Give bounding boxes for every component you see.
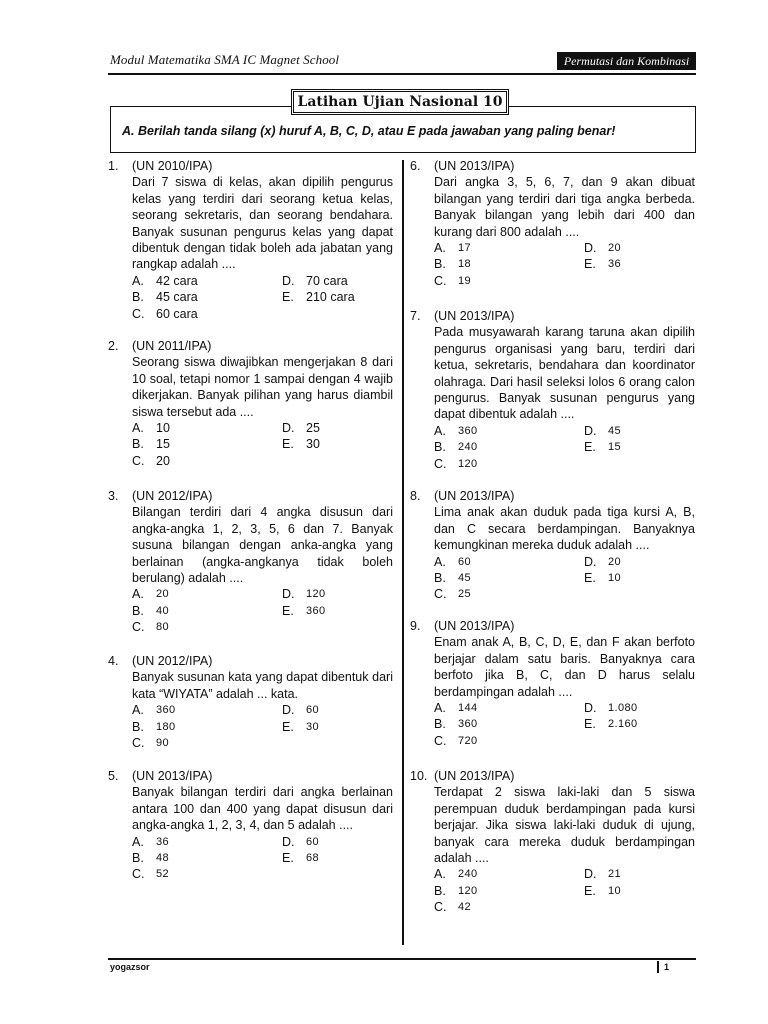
option-letter: C. [132,736,145,751]
option-value: 60 [306,704,320,717]
question-text: Seorang siswa diwajibkan mengerjakan 8 dari 10 soal, tetapi nomor 1 sampai dengan 4 wajib dikerjakan. Banyak pilihan yang harus diambil siswa tersebut ada .... [132,355,393,419]
answer-options [434,423,695,472]
option-value: 19 [458,274,472,287]
answer-option[interactable] [282,603,417,619]
option-letter: E. [584,717,596,732]
answer-option[interactable] [584,256,719,272]
option-letter: B. [132,603,144,618]
option-value: 42 cara [156,273,198,288]
question-source: (UN 2010/IPA) [132,159,213,173]
question-number: 4. [108,654,119,668]
option-value: 120 [458,884,478,897]
option-value: 48 [156,852,170,865]
question-number: 7. [410,309,421,323]
answer-option[interactable] [434,554,584,570]
answer-option[interactable] [132,850,282,866]
option-value: 17 [458,242,472,255]
question-number: 1. [108,159,119,173]
answer-option[interactable] [132,436,282,452]
answer-option[interactable] [434,240,584,256]
question-6 [410,158,695,289]
answer-options [132,420,393,469]
answer-option[interactable] [132,306,282,322]
answer-options [132,834,393,883]
answer-option[interactable] [584,866,719,882]
question-text: Enam anak A, B, C, D, E, dan F akan berfoto berjajar dalam satu baris. Banyaknya cara berfoto jika B, C, dan D harus selalu berdampingan adalah .... [434,635,695,699]
option-value: 30 [306,720,320,733]
option-value: 90 [156,737,170,750]
answer-option[interactable] [282,273,417,289]
answer-option[interactable] [282,850,417,866]
answer-option[interactable] [584,700,719,716]
answer-option[interactable] [132,420,282,436]
option-letter: C. [132,453,145,468]
option-value: 45 [458,572,472,585]
answer-option[interactable] [584,439,719,455]
option-letter: B. [434,257,446,272]
answer-option[interactable] [434,883,584,899]
option-value: 36 [608,258,622,271]
option-value: 210 cara [306,290,355,305]
option-value: 20 [608,555,622,568]
answer-option[interactable] [282,834,417,850]
option-value: 360 [156,704,176,717]
question-source: (UN 2013/IPA) [434,489,515,503]
option-value: 20 [156,588,170,601]
answer-option[interactable] [282,436,417,452]
option-value: 80 [156,621,170,634]
option-letter: A. [434,867,446,882]
option-letter: A. [132,587,144,602]
option-value: 2.160 [608,718,638,731]
option-value: 240 [458,441,478,454]
option-letter: C. [434,587,447,602]
option-letter: D. [584,701,597,716]
option-value: 18 [458,258,472,271]
option-letter: A. [132,703,144,718]
question-number: 3. [108,489,119,503]
option-letter: D. [282,587,295,602]
answer-option[interactable] [282,420,417,436]
question-1 [108,158,393,322]
option-letter: E. [584,571,596,586]
answer-options [434,554,695,603]
option-letter: D. [282,421,295,436]
option-value: 360 [458,718,478,731]
option-letter: A. [132,421,144,436]
question-source: (UN 2013/IPA) [434,159,515,173]
option-letter: C. [434,456,447,471]
section-title: Latihan Ujian Nasional 10 [291,89,509,115]
answer-option[interactable] [434,423,584,439]
answer-option[interactable] [434,866,584,882]
instruction-text: A. Berilah tanda silang (x) huruf A, B, C, D, atau E pada jawaban yang paling benar! [122,124,616,138]
footer-author: yogazsor [110,962,150,972]
question-8 [410,488,695,603]
question-2 [108,338,393,469]
option-letter: D. [584,423,597,438]
option-letter: E. [282,437,294,452]
answer-option[interactable] [132,586,282,602]
question-source: (UN 2013/IPA) [434,769,515,783]
option-value: 20 [156,453,170,468]
option-letter: A. [132,273,144,288]
footer-separator [657,961,659,973]
question-text: Bilangan terdiri dari 4 angka disusun dari angka-angka 1, 2, 3, 5, 6 dan 7. Banyak susuna bilangan dengan anka-angka yang berlainan (angka-angkanya tidak boleh berulang) adalah .... [132,505,393,586]
question-5 [108,768,393,883]
option-letter: B. [434,883,446,898]
answer-option[interactable] [282,586,417,602]
option-value: 21 [608,868,622,881]
answer-option[interactable] [132,453,282,469]
question-number: 2. [108,339,119,353]
answer-option[interactable] [434,716,584,732]
option-value: 45 cara [156,290,198,305]
option-letter: B. [132,851,144,866]
option-letter: A. [434,701,446,716]
answer-option[interactable] [434,700,584,716]
option-letter: D. [282,273,295,288]
option-letter: D. [282,703,295,718]
question-source: (UN 2011/IPA) [132,339,212,353]
question-source: (UN 2012/IPA) [132,489,213,503]
option-value: 25 [306,421,320,436]
option-letter: B. [434,571,446,586]
option-letter: E. [282,290,294,305]
option-letter: E. [584,440,596,455]
option-value: 15 [156,437,170,452]
question-7 [410,308,695,472]
option-letter: A. [434,241,446,256]
option-letter: C. [434,273,447,288]
option-value: 30 [306,437,320,452]
option-letter: E. [584,883,596,898]
option-letter: A. [132,834,144,849]
module-title: Modul Matematika SMA IC Magnet School [110,52,340,67]
option-value: 15 [608,441,622,454]
option-letter: D. [584,867,597,882]
option-value: 240 [458,868,478,881]
answer-option[interactable] [584,716,719,732]
option-value: 42 [458,901,472,914]
option-letter: D. [282,834,295,849]
question-text: Dari 7 siswa di kelas, akan dipilih pengurus kelas yang terdiri dari seorang ketua kelas, seorang sekretaris, dan seorang bendahara. Banyak susunan pengurus kelas yang dapat dibentuk dengan tidak boleh ada jabatan yang rangkap adalah .... [132,175,393,272]
option-value: 10 [156,421,170,436]
option-letter: C. [132,867,145,882]
question-number: 8. [410,489,421,503]
option-value: 360 [458,424,478,437]
question-source: (UN 2013/IPA) [434,309,515,323]
answer-option[interactable] [434,570,584,586]
option-value: 180 [156,720,176,733]
answer-option[interactable] [434,273,584,289]
answer-option[interactable] [132,702,282,718]
question-text: Banyak bilangan terdiri dari angka berlainan antara 100 dan 400 yang dapat disusun dari angka-angka 1, 2, 3, 4, dan 5 adalah .... [132,785,393,833]
answer-option[interactable] [434,456,584,472]
question-number: 10. [410,769,428,783]
option-value: 20 [608,242,622,255]
option-value: 60 [306,835,320,848]
question-4 [108,653,393,751]
answer-options [434,866,695,915]
question-number: 6. [410,159,421,173]
option-letter: C. [434,733,447,748]
answer-option[interactable] [434,733,584,749]
answer-option[interactable] [584,570,719,586]
answer-options [132,586,393,635]
answer-option[interactable] [132,273,282,289]
answer-options [132,702,393,751]
header-rule [108,73,696,75]
option-value: 52 [156,868,170,881]
option-value: 45 [608,424,622,437]
answer-option[interactable] [132,603,282,619]
question-number: 9. [410,619,421,633]
option-letter: E. [282,603,294,618]
answer-option[interactable] [132,866,282,882]
option-letter: D. [584,554,597,569]
answer-option[interactable] [132,619,282,635]
option-letter: B. [434,717,446,732]
option-value: 60 cara [156,306,198,321]
answer-option[interactable] [434,256,584,272]
answer-option[interactable] [282,719,417,735]
question-number: 5. [108,769,119,783]
option-value: 10 [608,884,622,897]
answer-option[interactable] [434,899,584,915]
answer-option[interactable] [434,586,584,602]
question-3 [108,488,393,636]
option-letter: B. [132,290,144,305]
option-value: 1.080 [608,702,638,715]
question-text: Pada musyawarah karang taruna akan dipilih pengurus organisasi yang baru, terdiri dari ketua, sekretaris, bendahara dan koordinator olahraga. Dari hasil seleksi lolos 6 orang calon pengurus. Banyak susunan pengurus yang dapat dibentuk adalah .... [434,325,695,422]
answer-option[interactable] [132,735,282,751]
answer-option[interactable] [584,883,719,899]
footer-rule [108,958,696,960]
question-9 [410,618,695,749]
answer-option[interactable] [282,289,417,305]
option-value: 25 [458,588,472,601]
option-value: 40 [156,604,170,617]
answer-option[interactable] [584,423,719,439]
answer-option[interactable] [282,702,417,718]
answer-option[interactable] [132,834,282,850]
question-10 [410,768,695,916]
answer-option[interactable] [132,289,282,305]
question-source: (UN 2012/IPA) [132,654,213,668]
option-letter: C. [132,306,145,321]
question-source: (UN 2013/IPA) [434,619,515,633]
option-letter: A. [434,423,446,438]
question-source: (UN 2013/IPA) [132,769,213,783]
option-letter: C. [132,620,145,635]
option-value: 68 [306,852,320,865]
option-letter: A. [434,554,446,569]
option-value: 720 [458,734,478,747]
option-value: 60 [458,555,472,568]
chapter-badge: Permutasi dan Kombinasi [557,52,696,70]
answer-option[interactable] [584,554,719,570]
answer-options [434,700,695,749]
question-text: Banyak susunan kata yang dapat dibentuk dari kata “WIYATA” adalah ... kata. [132,670,393,701]
answer-option[interactable] [434,439,584,455]
option-letter: E. [584,257,596,272]
option-letter: C. [434,900,447,915]
option-value: 120 [306,588,326,601]
answer-options [132,273,393,322]
answer-option[interactable] [584,240,719,256]
option-value: 36 [156,835,170,848]
option-letter: B. [132,437,144,452]
option-letter: B. [434,440,446,455]
question-text: Lima anak akan duduk pada tiga kursi A, B, dan C secara berdampingan. Banyaknya kemungkinan mereka duduk adalah .... [434,505,695,553]
option-letter: B. [132,719,144,734]
page-number: 1 [664,962,670,972]
question-text: Dari angka 3, 5, 6, 7, dan 9 akan dibuat bilangan yang terdiri dari tiga angka berbeda. Banyak bilangan yang lebih dari 400 dan kurang dari 800 adalah .... [434,175,695,239]
option-letter: E. [282,719,294,734]
option-value: 360 [306,604,326,617]
question-text: Terdapat 2 siswa laki-laki dan 5 siswa perempuan duduk berdampingan pada kursi berjajar. Jika siswa laki-laki duduk di ujung, banyak cara mereka duduk berdampingan adalah .... [434,785,695,866]
option-value: 70 cara [306,273,348,288]
option-letter: E. [282,851,294,866]
option-value: 144 [458,702,478,715]
option-value: 120 [458,457,478,470]
answer-option[interactable] [132,719,282,735]
option-letter: D. [584,241,597,256]
option-value: 10 [608,572,622,585]
answer-options [434,240,695,289]
